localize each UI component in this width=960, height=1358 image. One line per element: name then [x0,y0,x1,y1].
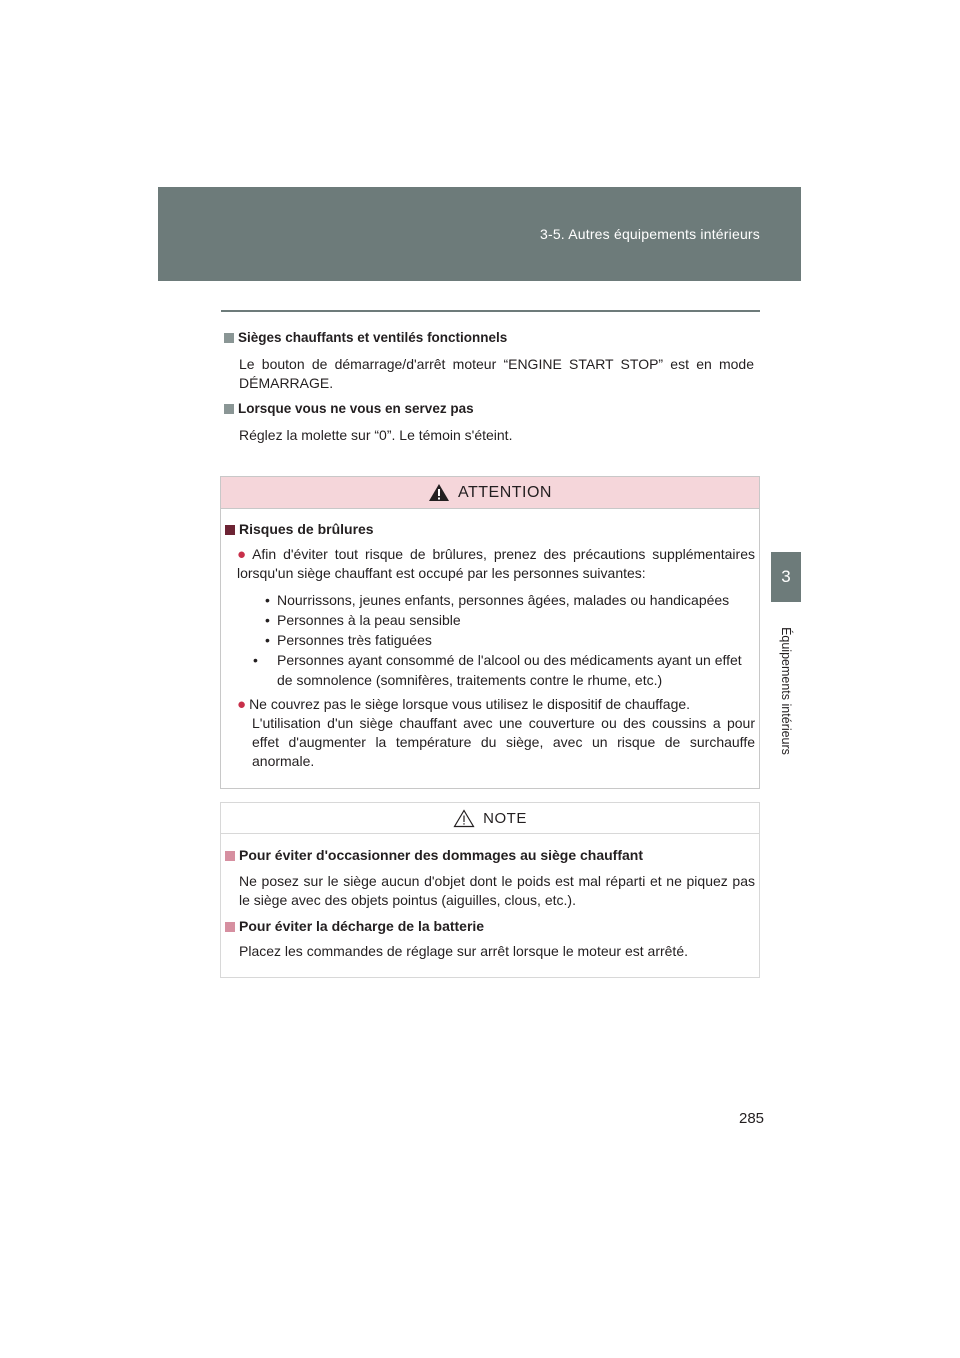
note-title: NOTE [483,809,527,827]
list-item: • Nourrissons, jeunes enfants, personnes âgées, malades ou handicapées [265,592,730,608]
page-number: 285 [739,1110,765,1127]
caution-triangle-icon [453,809,475,828]
square-bullet-icon [225,525,235,535]
warning-title: ATTENTION [458,483,552,501]
square-bullet-icon [225,851,235,861]
note-heading: Pour éviter la décharge de la batterie [225,917,484,936]
section-heading: Lorsque vous ne vous en servez pas [224,401,474,416]
warning-box [220,476,760,789]
square-bullet-icon [225,922,235,932]
list-bullet-icon: • [265,592,270,608]
note-text: Placez les commandes de réglage sur arrêt lorsque le moteur est arrêté. [239,943,688,959]
header-band [158,187,801,281]
section-heading: Sièges chauffants et ventilés fonctionnels [224,330,507,345]
note-text: Ne posez sur le siège aucun d'objet dont le poids est mal réparti et ne piquez pas le siège avec des objets pointus (aiguilles, clous, etc.). [239,873,755,908]
note-header [221,803,759,834]
list-bullet-icon: • [253,652,258,668]
chapter-label [771,606,801,776]
list-bullet-icon: • [265,612,270,628]
section-text: Le bouton de démarrage/d'arrêt moteur “ENGINE START STOP” est en mode DÉMARRAGE. [239,356,754,391]
warning-header [221,477,759,509]
list-bullet-icon: • [265,632,270,648]
round-bullet-icon: ● [237,696,247,713]
round-bullet-icon: ● [237,546,250,563]
square-bullet-icon [224,333,234,343]
note-box [220,802,760,978]
warning-bullet: ● Ne couvrez pas le siège lorsque vous utilisez le dispositif de chauffage. [237,696,691,713]
chapter-label-text: Équipements intérieurs [779,627,794,755]
chapter-number: 3 [771,552,801,602]
warning-bullet: ● Afin d'éviter tout risque de brûlures, prenez des précautions supplémentaires lorsqu'un siège chauffant est occupé par les personnes suivantes: [237,546,755,581]
section-text: Réglez la molette sur “0”. Le témoin s'éteint. [239,427,513,443]
note-heading: Pour éviter d'occasionner des dommages au siège chauffant [225,846,643,865]
list-item: • Personnes à la peau sensible [265,612,461,628]
warning-triangle-icon [428,483,450,502]
list-item: • Personnes très fatiguées [265,632,432,648]
warning-bullet-text: L'utilisation d'un siège chauffant avec une couverture ou des coussins a pour effet d'augmenter la température du siège, avec un risque de surchauffe anormale. [252,715,755,769]
square-bullet-icon [224,404,234,414]
section-title: 3-5. Autres équipements intérieurs [539,226,760,242]
divider-rule [221,310,760,312]
warning-heading: Risques de brûlures [225,520,374,539]
list-item: • Personnes ayant consommé de l'alcool ou des médicaments ayant un effet de somnolence (somnifères, traitements contre le rhume, etc.) [253,652,742,688]
